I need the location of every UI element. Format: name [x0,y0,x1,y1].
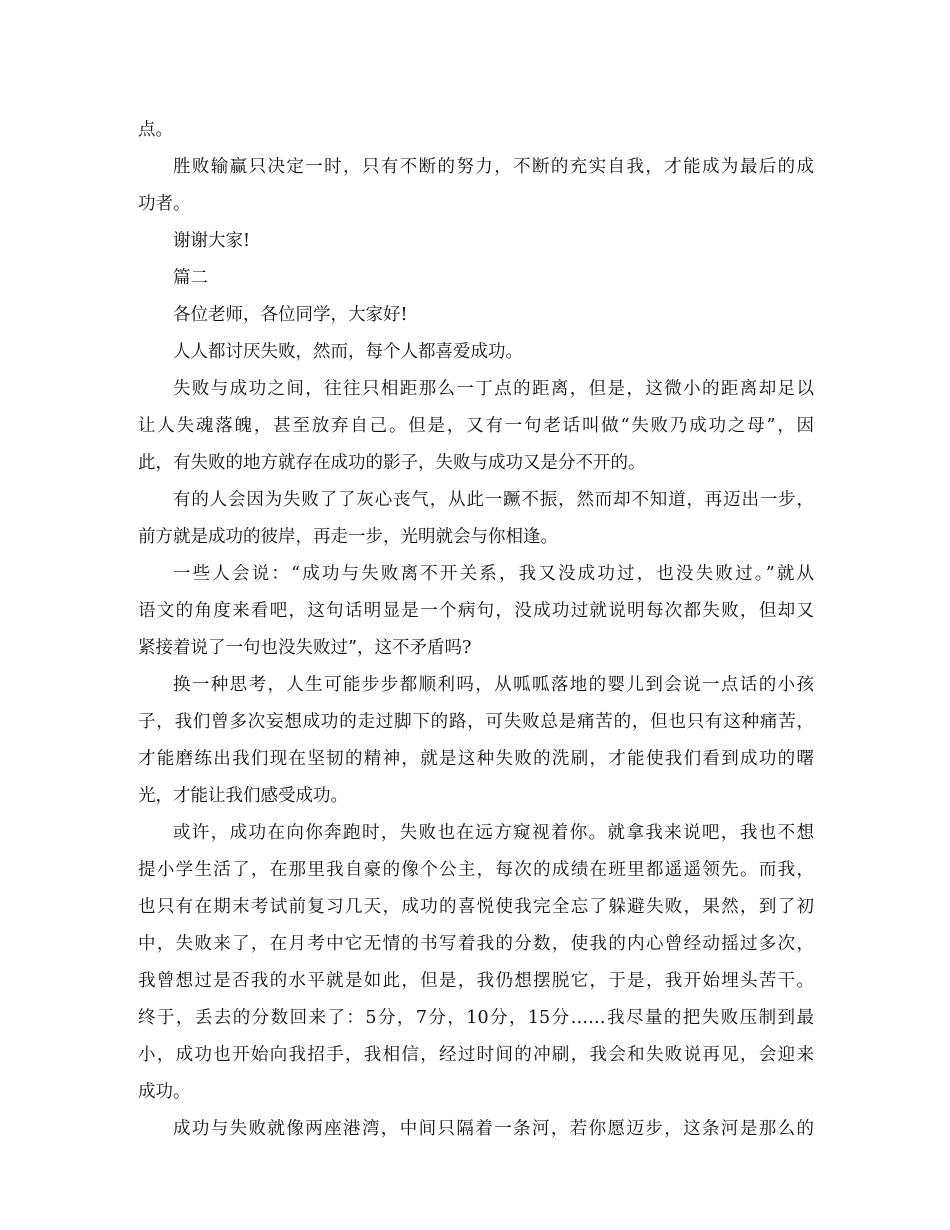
text-line: 终于，丢去的分数回来了：5分，7分，10分，15分……我尽量的把失败压制到最 [138,1008,814,1028]
text-line: 各位老师，各位同学，大家好! [173,305,408,325]
text-line: 子，我们曾多次妄想成功的走过脚下的路，可失败总是痛苦的，但也只有这种痛苦， [138,712,814,732]
text-line: 成功。 [138,1082,191,1102]
text-line: 语文的角度来看吧，这句话明显是一个病句，没成功过就说明每次都失败，但却又 [138,601,814,621]
text-line: 中，失败来了，在月考中它无情的书写着我的分数，使我的内心曾经动摇过多次， [138,934,814,954]
text-line: 有的人会因为失败了了灰心丧气，从此一蹶不振，然而却不知道，再迈出一步， [173,490,814,510]
text-line: 小，成功也开始向我招手，我相信，经过时间的冲刷，我会和失败说再见，会迎来 [138,1045,814,1065]
text-line: 失败与成功之间，往往只相距那么一丁点的距离，但是，这微小的距离却足以 [173,379,814,399]
text-line: 提小学生活了，在那里我自豪的像个公主，每次的成绩在班里都遥遥领先。而我， [138,860,814,880]
text-line: 也只有在期末考试前复习几天，成功的喜悦使我完全忘了躲避失败，果然，到了初 [138,897,814,917]
text-line: 此，有失败的地方就存在成功的影子，失败与成功又是分不开的。 [138,453,646,473]
text-line: 紧接着说了一句也没失败过”，这不矛盾吗? [138,638,472,658]
text-line: 才能磨练出我们现在坚韧的精神，就是这种失败的洗刷，才能使我们看到成功的曙 [138,749,814,769]
text-line: 点。 [138,120,173,140]
text-line: 前方就是成功的彼岸，再走一步，光明就会与你相逢。 [138,527,558,547]
section-heading: 篇二 [173,268,208,288]
text-line: 我曾想过是否我的水平就是如此，但是，我仍想摆脱它，于是，我开始埋头苦干。 [138,971,814,991]
text-line: 或许，成功在向你奔跑时，失败也在远方窥视着你。就拿我来说吧，我也不想 [173,823,814,843]
text-line: 光，才能让我们感受成功。 [138,786,348,806]
text-line: 换一种思考，人生可能步步都顺利吗，从呱呱落地的婴儿到会说一点话的小孩 [173,675,814,695]
text-line: 一些人会说：“成功与失败离不开关系，我又没成功过，也没失败过。”就从 [173,564,814,584]
text-line: 胜败输赢只决定一时，只有不断的努力，不断的充实自我，才能成为最后的成 [173,157,814,177]
text-line: 谢谢大家! [173,231,251,251]
text-line: 功者。 [138,194,191,214]
text-line: 人人都讨厌失败，然而，每个人都喜爱成功。 [173,342,523,362]
document-body [138,112,814,1148]
text-line: 成功与失败就像两座港湾，中间只隔着一条河，若你愿迈步，这条河是那么的 [173,1119,814,1139]
text-line: 让人失魂落魄，甚至放弃自己。但是，又有一句老话叫做“失败乃成功之母”，因 [138,416,814,436]
